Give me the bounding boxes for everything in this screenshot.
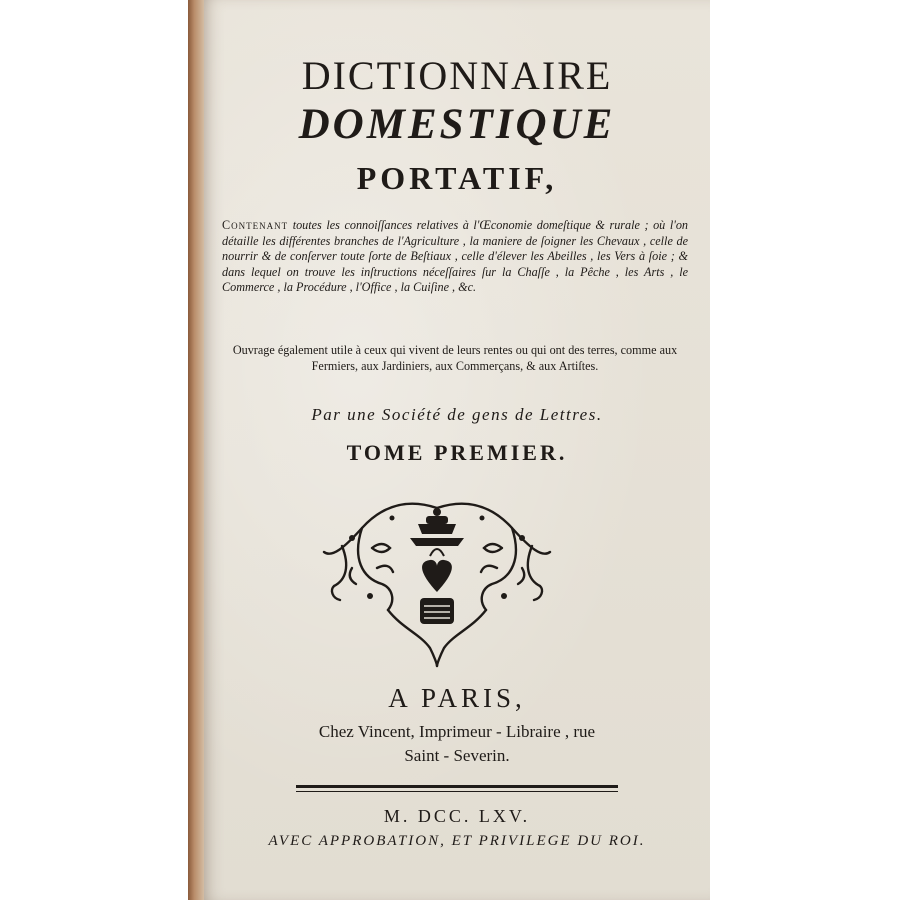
- imprint-line-2: Saint - Severin.: [404, 746, 510, 765]
- byline: Par une Société de gens de Lettres.: [311, 405, 603, 424]
- contents-lead: Contenant: [222, 218, 289, 232]
- title-line-1: DICTIONNAIRE: [301, 53, 613, 98]
- city: A PARIS,: [388, 683, 526, 713]
- double-rule-thin: [296, 791, 618, 792]
- title-line-2: DOMESTIQUE: [298, 101, 616, 148]
- title-line-3: PORTATIF,: [356, 160, 558, 196]
- double-rule-thick: [296, 785, 618, 788]
- printers-ornament-icon: [322, 488, 552, 668]
- imprint-line-1: Chez Vincent, Imprimeur - Libraire , rue: [318, 722, 596, 741]
- title-page: [204, 0, 710, 900]
- contents-paragraph: [222, 218, 688, 296]
- approbation-line: AVEC APPROBATION, ET PRIVILEGE DU ROI.: [268, 833, 646, 849]
- contents-text: toutes les connoiſſances relatives à l'Œconomie domeſtique & rurale ; où l'on détaille les différentes branches de l'Agriculture , la maniere de ſoigner les Chevaux , celle de nourrir & de conſerver toute ſorte de Beſtiaux , celle d'élever les Abeilles , les Vers à ſoie ; & dans lequel on trouve les inſtructions néceſſaires ſur la Chaſſe , la Pêche , les Arts , le Commerce , la Procédure , l'Office , la Cuiſine , &c.: [222, 218, 689, 294]
- publication-date: M. DCC. LXV.: [383, 806, 531, 826]
- usefulness-paragraph: Ouvrage également utile à ceux qui vivent de leurs rentes ou qui ont des terres, comme aux Fermiers, aux Jardiniers, aux Commerçans, & aux Artiſtes.: [232, 343, 678, 373]
- volume-label: TOME PREMIER.: [346, 440, 568, 465]
